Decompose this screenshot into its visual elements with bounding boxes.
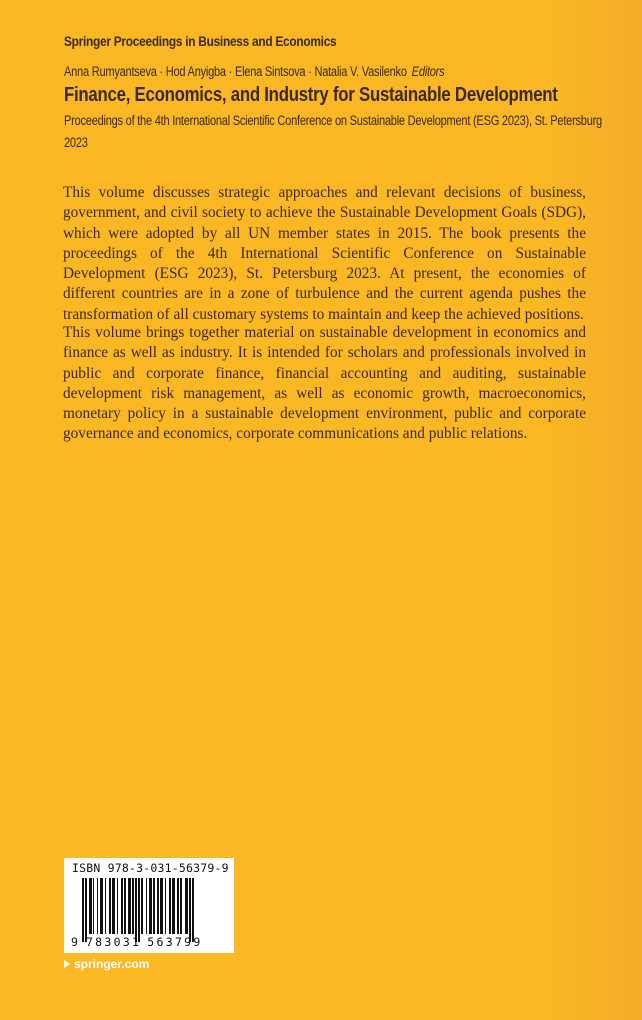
barcode-digit-group-2: 563799	[147, 935, 203, 949]
isbn-barcode	[64, 858, 234, 953]
isbn-label: ISBN 978-3-031-56379-9	[72, 861, 229, 875]
editors-role: Editors	[411, 64, 445, 79]
play-triangle-icon	[64, 960, 70, 968]
barcode-digit-first: 9	[71, 935, 78, 949]
series-name: Springer Proceedings in Business and Economics	[64, 34, 337, 49]
barcode-bars	[82, 878, 224, 938]
book-subtitle: Proceedings of the 4th International Scientific Conference on Sustainable Development (ESG 2023), St. Petersburg 2023	[64, 113, 602, 150]
barcode-digits	[71, 935, 203, 949]
editors-names: Anna Rumyantseva · Hod Anyigba · Elena Sintsova · Natalia V. Vasilenko	[64, 64, 407, 79]
abstract-paragraph-2: This volume brings together material on sustainable development in economics and finance as well as industry. It is intended for scholars and professionals involved in public and corporate finance, financial accounting and auditing, sustainable development risk management, as well as economic growth, macroeconomics, monetary policy in a sustainable development environment, public and corporate governance and economics, corporate communications and public relations.	[63, 324, 586, 443]
barcode-digit-group-1: 783031	[85, 935, 142, 949]
springer-link-text: springer.com	[74, 957, 150, 971]
springer-link[interactable]	[64, 957, 149, 971]
book-title: Finance, Economics, and Industry for Sustainable Development	[64, 84, 558, 106]
editors-line	[64, 64, 444, 79]
abstract-paragraph-1: This volume discusses strategic approaches and relevant decisions of business, government, and civil society to achieve the Sustainable Development Goals (SDG), which were adopted by all UN member states in 2015. The book presents the proceedings of the 4th International Scientific Conference on Sustainable Development (ESG 2023), St. Petersburg 2023. At present, the economies of different countries are in a zone of turbulence and the current agenda pushes the transformation of all customary systems to maintain and keep the achieved positions.	[63, 184, 586, 323]
